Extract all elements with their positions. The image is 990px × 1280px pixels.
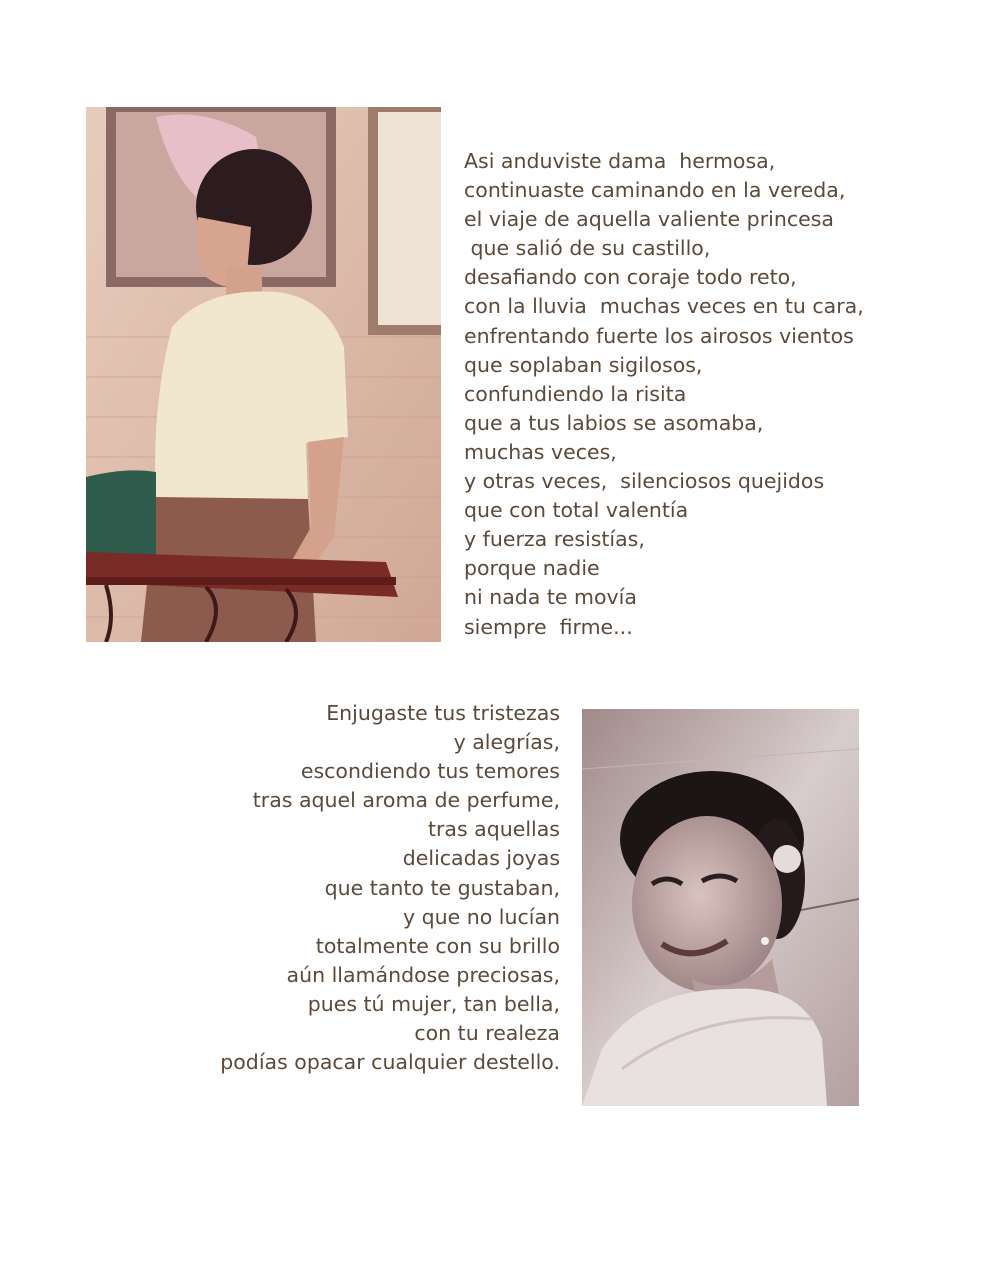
poem-stanza-top — [464, 147, 884, 642]
poem-line: porque nadie — [464, 556, 600, 581]
poem-line: tras aquellas — [427, 817, 560, 842]
poem-line: enfrentando fuerte los airosos vientos — [464, 323, 854, 348]
poem-line: que con total valentía — [464, 498, 689, 523]
poem-line: aún llamándose preciosas, — [286, 962, 560, 987]
poem-line: podías opacar cualquier destello. — [220, 1050, 560, 1075]
poem-line: que a tus labios se asomaba, — [464, 410, 764, 435]
poem-stanza-bottom — [190, 699, 560, 1077]
poem-line: el viaje de aquella valiente princesa — [464, 207, 834, 232]
poem-line: con la lluvia muchas veces en tu cara, — [464, 294, 864, 319]
poem-line: siempre firme... — [464, 614, 633, 639]
poem-line: delicadas joyas — [402, 846, 560, 871]
poem-line: tras aquel aroma de perfume, — [252, 788, 560, 813]
poem-line: con tu realeza — [414, 1021, 560, 1046]
poem-line: que soplaban sigilosos, — [464, 352, 703, 377]
poem-line: continuaste caminando en la vereda, — [464, 178, 846, 203]
poem-line: Enjugaste tus tristezas — [326, 701, 560, 725]
poem-line: ni nada te movía — [464, 585, 637, 610]
poem-line: Asi anduviste dama hermosa, — [464, 149, 776, 173]
photo-woman-profile — [86, 107, 441, 642]
photo-woman-portrait — [582, 709, 859, 1106]
poem-line: pues tú mujer, tan bella, — [307, 991, 560, 1016]
poem-line: y fuerza resistías, — [464, 527, 645, 552]
poem-line: escondiendo tus temores — [300, 759, 560, 784]
poem-line: y que no lucían — [402, 904, 560, 929]
poem-line: totalmente con su brillo — [315, 933, 560, 958]
poem-line: que salió de su castillo, — [464, 236, 711, 261]
poem-line: que tanto te gustaban, — [324, 875, 560, 900]
poem-line: confundiendo la risita — [464, 381, 687, 406]
poem-line: y alegrías, — [453, 730, 560, 755]
poem-line: muchas veces, — [464, 439, 617, 464]
poem-line: y otras veces, silenciosos quejidos — [464, 469, 825, 494]
poem-line: desafiando con coraje todo reto, — [464, 265, 797, 290]
